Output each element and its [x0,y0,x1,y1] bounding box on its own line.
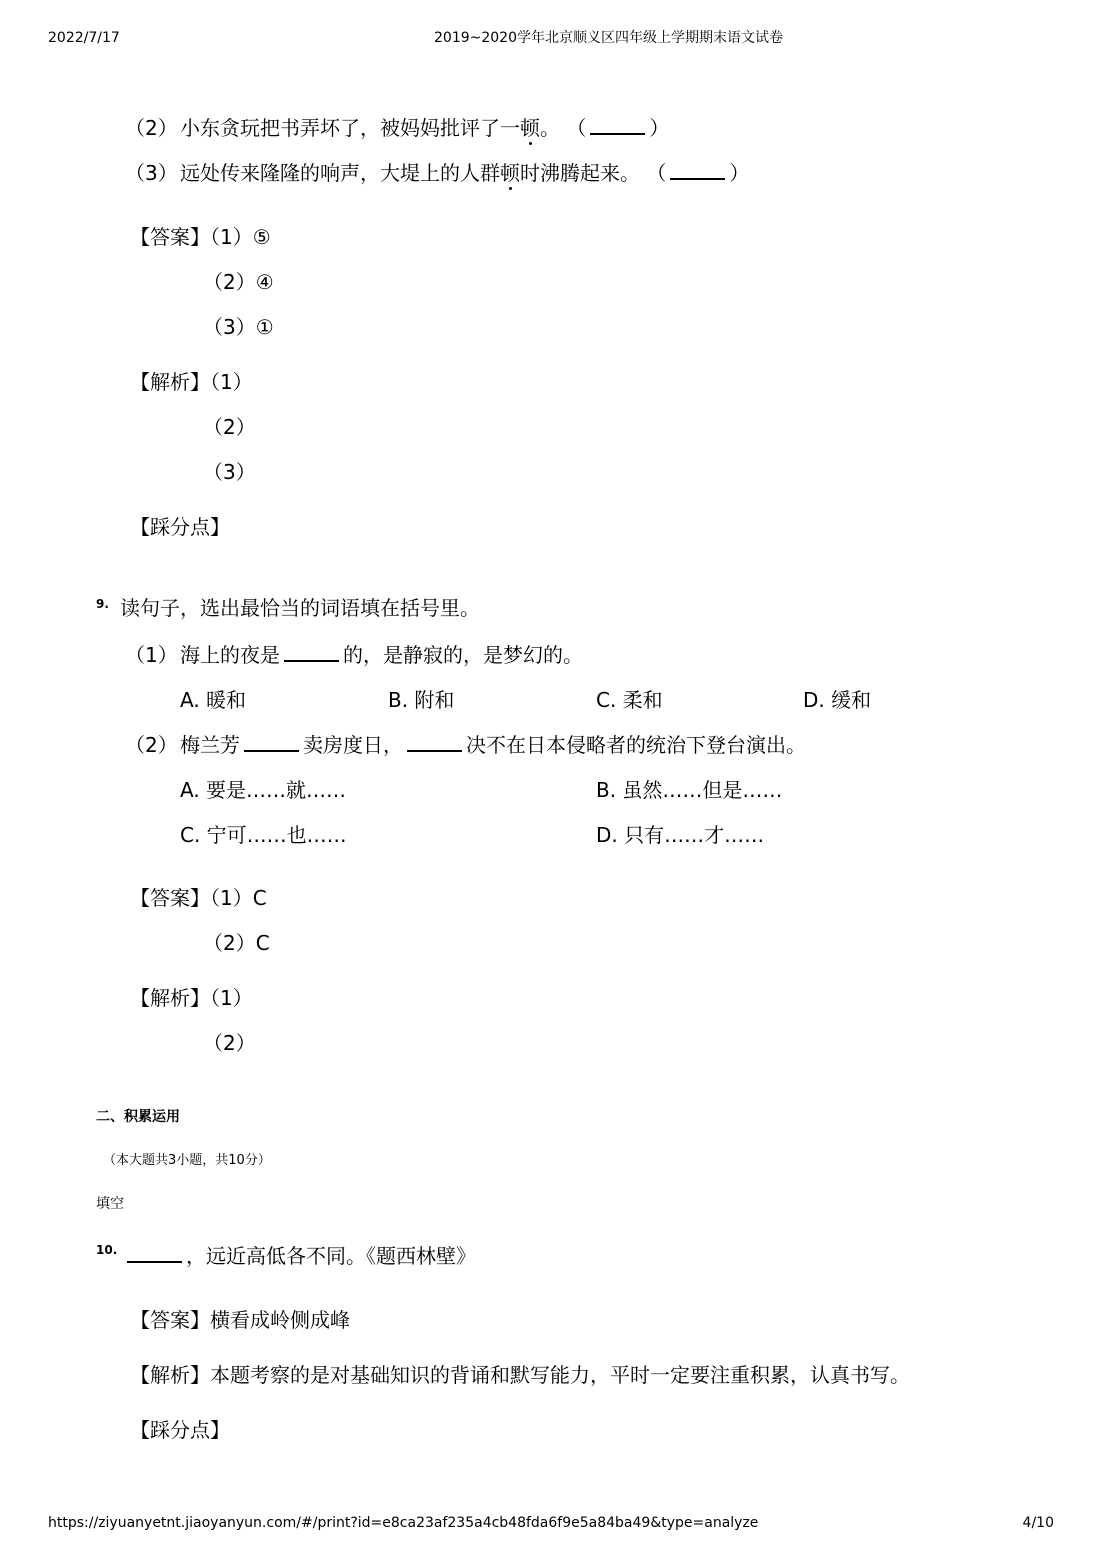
answer-blank-2 [407,749,462,752]
answer-blank [670,177,725,180]
q9-item-2-options-row-2 [180,823,980,847]
item-text-after: 的，是静寂的，是梦幻的。 [343,643,583,667]
section-type: 填空 [96,1196,124,1212]
analysis-label: 【解析】 [130,370,210,394]
item-text-after: 时沸腾起来。 [520,161,640,185]
answer-blank [127,1260,182,1263]
page-number: 4/10 [1022,1515,1054,1531]
q8-analysis-line-3: （3） [203,460,256,484]
answer-label: 【答案】 [130,1308,210,1332]
item-text-part2: 卖房度日， [303,733,403,757]
section-title: 二、积累运用 [96,1109,180,1125]
analysis-line: （1） [210,370,253,394]
option-c: C. 宁可……也…… [180,823,347,847]
q9-stem: 读句子，选出最恰当的词语填在括号里。 [120,596,480,620]
q10-number: 10. [96,1243,118,1257]
option-d: D. 只有……才…… [596,823,765,847]
q9-analysis-line-2: （2） [203,1031,256,1055]
q8-score-label: 【踩分点】 [130,515,230,539]
answer-label: 【答案】 [130,225,210,249]
item-text-part1: 梅兰芳 [180,733,240,757]
q8-answer-line-2: （2）④ [203,270,274,294]
q8-analysis-line-2: （2） [203,415,256,439]
q8-item-3 [125,161,749,185]
item-text-before: 远处传来隆隆的响声，大堤上的人群 [180,161,500,185]
document-title: 2019~2020学年北京顺义区四年级上学期期末语文试卷 [434,30,783,46]
q10-text: ，远近高低各不同。《题西林壁》 [186,1244,476,1268]
q9-item-2-options-row-1 [180,778,980,802]
open-paren: （ [646,161,667,185]
print-date: 2022/7/17 [48,30,120,46]
q9-item-2 [125,733,806,757]
emphasis-dot-char: 顿 [520,116,540,140]
answer-line: （1）C [210,886,267,910]
q8-analysis [130,370,253,394]
item-number: （2） [125,116,178,140]
answer-blank [284,659,339,662]
q9-item-1-options [180,688,980,712]
item-text-after: 。 [540,116,560,140]
q9-analysis [130,986,253,1010]
item-text-before: 小东贪玩把书弄坏了，被妈妈批评了一 [180,116,520,140]
q10-score-label: 【踩分点】 [130,1418,230,1442]
answer-label: 【答案】 [130,886,210,910]
analysis-label: 【解析】 [130,1363,210,1387]
q8-item-2 [125,116,669,140]
q10-analysis [130,1363,910,1387]
item-text-before: 海上的夜是 [180,643,280,667]
q9-number: 9. [96,597,109,611]
answer-blank [590,132,645,135]
option-a: A. 要是……就…… [180,778,347,802]
q8-answer [130,225,271,249]
close-paren: ） [649,116,670,140]
emphasis-dot-char: 顿 [500,161,520,185]
analysis-line: （1） [210,986,253,1010]
q9-answer-line-2: （2）C [203,931,270,955]
option-b: B. 虽然……但是…… [596,778,783,802]
answer-blank-1 [244,749,299,752]
item-text-part3: 决不在日本侵略者的统治下登台演出。 [466,733,806,757]
answer-text: 横看成岭侧成峰 [210,1308,350,1332]
option-b: B. 附和 [388,688,455,712]
q9-answer [130,886,267,910]
open-paren: （ [566,116,587,140]
answer-line: （1）⑤ [210,225,271,249]
item-number: （2） [125,733,178,757]
option-d: D. 缓和 [803,688,872,712]
close-paren: ） [729,161,750,185]
option-c: C. 柔和 [596,688,663,712]
analysis-text: 本题考察的是对基础知识的背诵和默写能力，平时一定要注重积累，认真书写。 [210,1363,910,1387]
q9-item-1 [125,643,583,667]
item-number: （1） [125,643,178,667]
q10-stem [123,1244,476,1268]
item-number: （3） [125,161,178,185]
q8-answer-line-3: （3）① [203,315,274,339]
option-a: A. 暖和 [180,688,247,712]
section-note: （本大题共3小题，共10分） [103,1153,271,1168]
footer-url: https://ziyuanyetnt.jiaoyanyun.com/#/print?id=e8ca23af235a4cb48fda6f9e5a84ba49&type=analyze [48,1515,759,1531]
q10-answer [130,1308,350,1332]
analysis-label: 【解析】 [130,986,210,1010]
